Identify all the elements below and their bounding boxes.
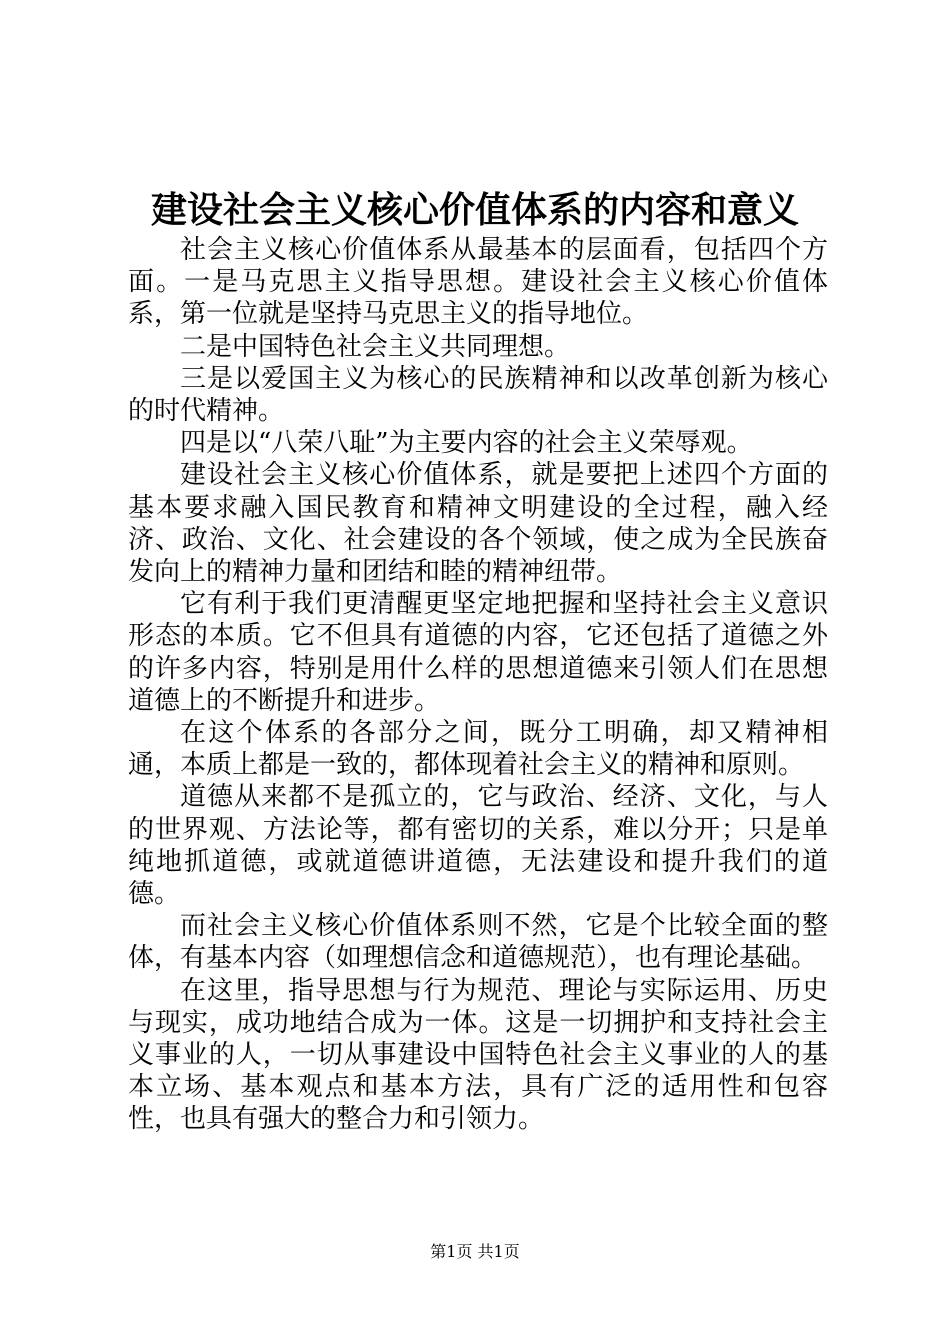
- paragraph-8: 道德从来都不是孤立的，它与政治、经济、文化，与人的世界观、方法论等，都有密切的关系，难以分开；只是单纯地抓道德，或就道德讲道德，无法建设和提升我们的道德。: [128, 782, 828, 910]
- paragraph-1: 社会主义核心价值体系从最基本的层面看，包括四个方面。一是马克思主义指导思想。建设社会主义核心价值体系，第一位就是坚持马克思主义的指导地位。: [128, 235, 828, 330]
- paragraph-10: 在这里，指导思想与行为规范、理论与实际运用、历史与现实，成功地结合成为一体。这是一切拥护和支持社会主义事业的人，一切从事建设中国特色社会主义事业的人的基本立场、基本观点和基本方法，具有广泛的适用性和包容性，也具有强大的整合力和引领力。: [128, 975, 828, 1135]
- document-body: [128, 234, 828, 1136]
- paragraph-9: 而社会主义核心价值体系则不然，它是个比较全面的整体，有基本内容（如理想信念和道德规范），也有理论基础。: [128, 911, 828, 974]
- paragraph-7: 在这个体系的各部分之间，既分工明确，却又精神相通，本质上都是一致的，都体现着社会主义的精神和原则。: [128, 718, 828, 781]
- paragraph-3: 三是以爱国主义为核心的民族精神和以改革创新为核心的时代精神。: [128, 363, 828, 427]
- paragraph-2: 二是中国特色社会主义共同理想。: [180, 331, 571, 362]
- paragraph-4: 四是以“八荣八耻”为主要内容的社会主义荣辱观。: [180, 428, 753, 459]
- document-title: 建设社会主义核心价值体系的内容和意义: [150, 189, 799, 231]
- paragraph-6: 它有利于我们更清醒更坚定地把握和坚持社会主义意识形态的本质。它不但具有道德的内容，它还包括了道德之外的许多内容，特别是用什么样的思想道德来引领人们在思想道德上的不断提升和进步。: [128, 589, 828, 716]
- page-footer: 第1页 共1页: [430, 1242, 520, 1261]
- paragraph-5: 建设社会主义核心价值体系，就是要把上述四个方面的基本要求融入国民教育和精神文明建设的全过程，融入经济、政治、文化、社会建设的各个领域，使之成为全民族奋发向上的精神力量和团结和睦的精神纽带。: [128, 460, 828, 588]
